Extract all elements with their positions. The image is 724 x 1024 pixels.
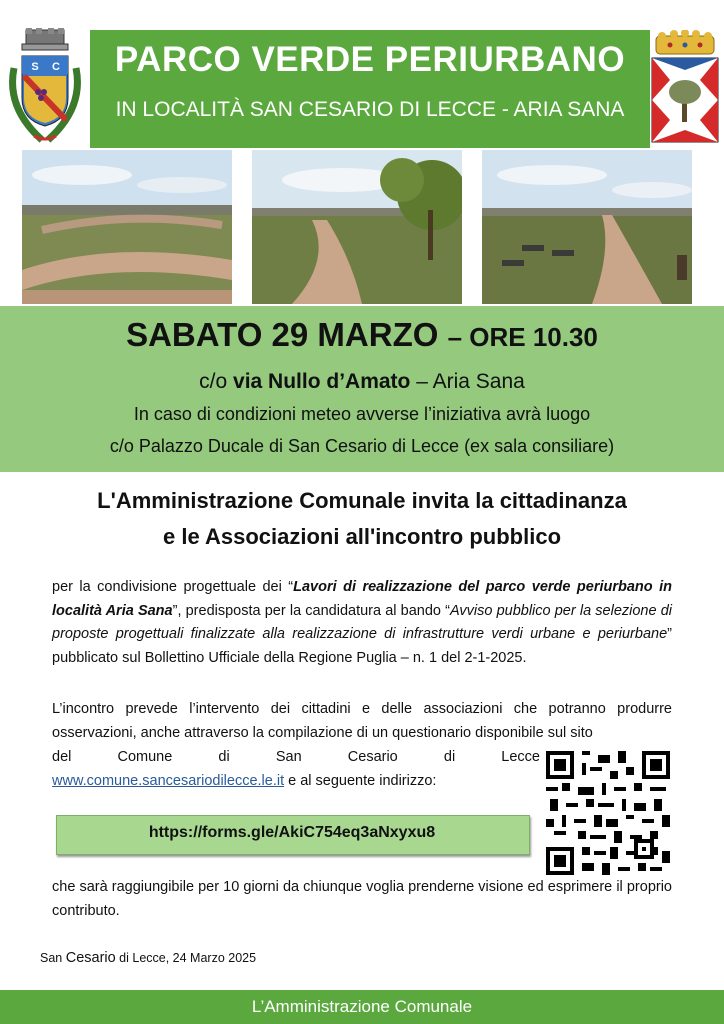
place-a: San <box>40 951 66 965</box>
description-paragraph <box>52 576 672 670</box>
venue-prefix: c/o <box>199 370 234 393</box>
weather-notice-line2: c/o Palazzo Ducale di San Cesario di Lecce (ex sala consiliare) <box>109 436 615 456</box>
qr-code[interactable] <box>546 751 670 875</box>
place-and-date <box>40 950 256 966</box>
venue-suffix: – Aria Sana <box>410 370 525 393</box>
park-rendering-photo-1 <box>22 150 232 304</box>
regione-puglia-crest-logo <box>650 30 720 148</box>
park-rendering-photo-3 <box>482 150 692 304</box>
venue-street: via Nullo d’Amato <box>233 370 411 393</box>
event-venue <box>0 370 724 394</box>
crest-letter-s: S <box>31 61 39 73</box>
website-line <box>52 746 540 793</box>
closing-paragraph: che sarà raggiungibile per 10 giorni da chiunque voglia prenderne visione ed esprimere il proprio contributo. <box>52 879 672 919</box>
invitation-heading-line2: e le Associazioni all'incontro pubblico <box>162 524 562 549</box>
footer-signature: L’Amministrazione Comunale <box>251 997 473 1016</box>
p1-text-c: ”, predisposta per la candidatura al bando “ <box>172 602 450 619</box>
website-line-suffix: e al seguente indirizzo: <box>284 772 437 789</box>
page-subtitle: IN LOCALITÀ SAN CESARIO DI LECCE - ARIA SANA <box>115 98 625 121</box>
p1-text-a: per la condivisione progettuale dei “ <box>52 579 294 595</box>
page-title: PARCO VERDE PERIURBANO <box>114 40 626 79</box>
municipality-website-link[interactable]: www.comune.sancesariodilecce.le.it <box>52 772 285 789</box>
weather-notice-line1: In caso di condizioni meteo avverse l’iniziativa avrà luogo <box>133 404 591 424</box>
project-title: Lavori di realizzazione del parco verde periurbano in località Aria Sana <box>52 579 672 619</box>
event-date-text: SABATO 29 MARZO <box>126 316 439 353</box>
park-rendering-photo-2 <box>252 150 462 304</box>
call-title: Avviso pubblico per la selezione di proposte progettuali finalizzate alla realizzazione di infrastrutture verdi urbane e periurbane <box>52 602 672 642</box>
p1-text-e: ” pubblicato sul Bollettino Ufficiale della Regione Puglia – n. 1 del 2-1-2025. <box>52 626 672 666</box>
san-cesario-crest-logo <box>4 28 86 146</box>
crest-letter-c: C <box>52 61 60 73</box>
event-date <box>0 316 724 354</box>
form-url-link[interactable]: https://forms.gle/AkiC754eq3aNxyxu8 <box>148 824 436 841</box>
place-b: Cesario <box>65 950 116 966</box>
meeting-paragraph: L’incontro prevede l’intervento dei cittadini e delle associazioni che potranno produrre osservazioni, anche attraverso la compilazione di un questionario disponibile sul sito <box>52 701 672 741</box>
place-c: di Lecce, 24 Marzo 2025 <box>115 951 257 965</box>
website-line-prefix: del Comune di San Cesario di Lecce <box>52 749 540 765</box>
event-time: – ORE 10.30 <box>447 322 598 352</box>
invitation-heading-line1: L'Amministrazione Comunale invita la cittadinanza <box>97 488 627 513</box>
